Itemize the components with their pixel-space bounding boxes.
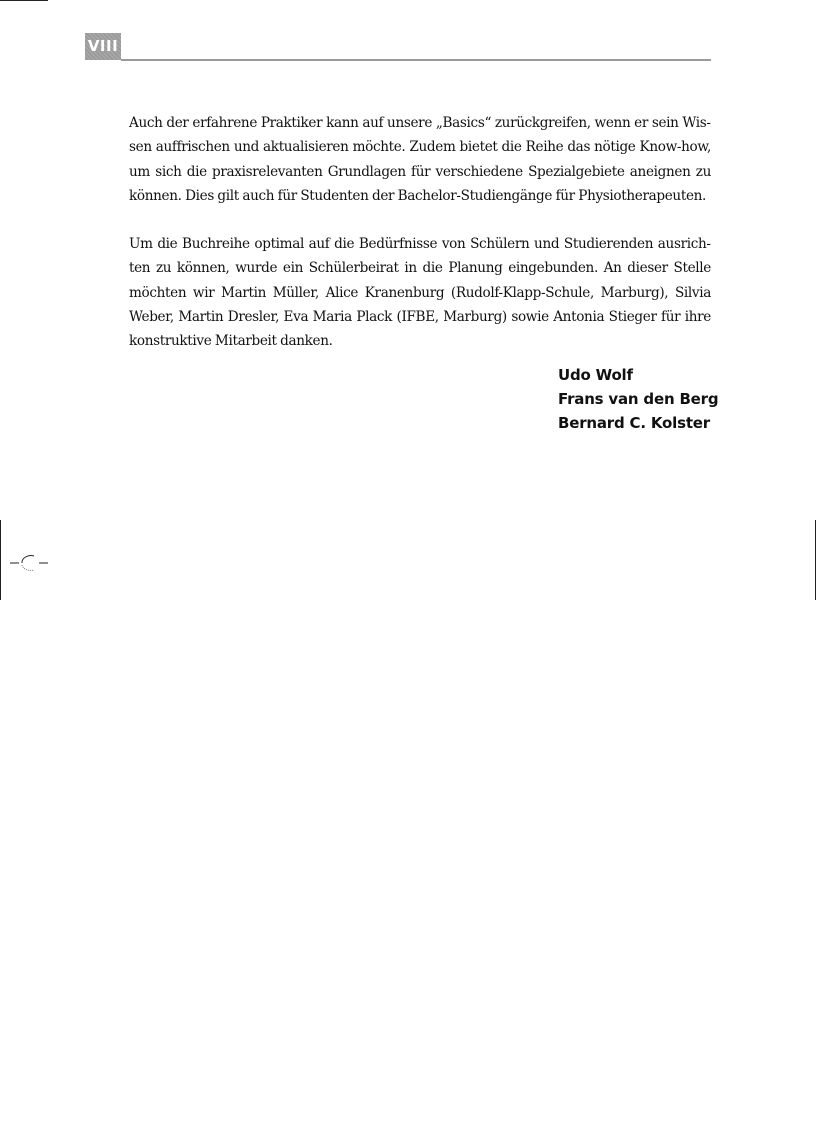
author-name: Frans van den Berg	[558, 390, 719, 408]
author-name: Udo Wolf	[558, 366, 633, 384]
author-name: Bernard C. Kolster	[558, 414, 710, 432]
crop-mark-top-left	[0, 0, 48, 1]
paragraph-1: Auch der erfahrene Praktiker kann auf unsere „Basics“ zurückgreifen, wenn er sein Wissen auffrischen und aktualisieren möchte. Zudem bietet die Reihe das nötige Know-how, um sich die praxisrelevanten Grundlagen für verschiedene Spezialgebiete aneignen zu können. Dies gilt auch für Studenten der Bachelor-Studiengänge für Physiotherapeuten.	[129, 115, 711, 204]
body-text	[129, 111, 711, 354]
paragraph-2: Um die Buchreihe optimal auf die Bedürfnisse von Schülern und Studierenden ausrichten zu können, wurde ein Schülerbeirat in die Planung eingebunden. An dieser Stelle möchten wir Martin Müller, Alice Kranenburg (Rudolf-Klapp-Schule, Marburg), Silvia Weber, Martin Dresler, Eva Maria Plack (IFBE, Marburg) sowie Antonia Stieger für ihre konstruktive Mitarbeit danken.	[129, 236, 711, 350]
header-rule	[121, 59, 711, 61]
crop-mark-left	[0, 520, 1, 600]
signature-block	[558, 363, 718, 435]
registration-mark-icon	[10, 552, 50, 574]
page-number: VIII	[85, 33, 121, 60]
